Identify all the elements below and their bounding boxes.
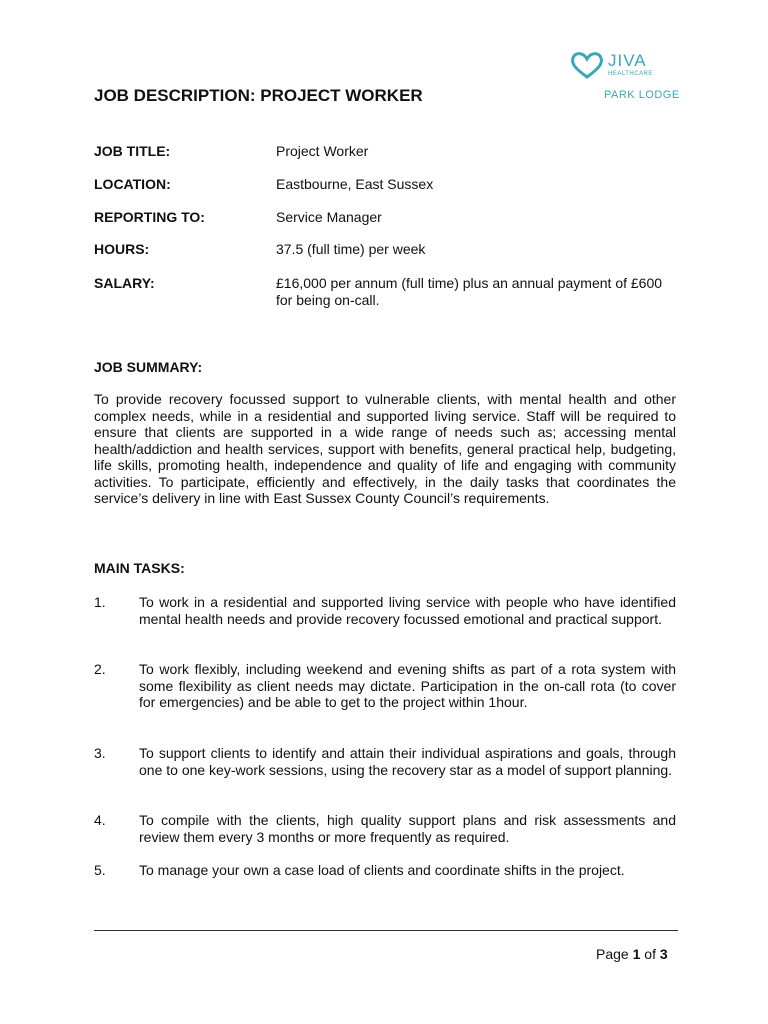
main-tasks-heading: MAIN TASKS:	[94, 560, 185, 576]
total-pages: 3	[659, 946, 668, 962]
task-number: 5.	[94, 862, 106, 878]
page-number	[596, 946, 668, 962]
task-text: To compile with the clients, high quality support plans and risk assessments and review them every 3 months or more frequently as required.	[139, 812, 676, 845]
field-value: Service Manager	[276, 209, 382, 225]
field-value: Eastbourne, East Sussex	[276, 176, 434, 192]
task-text: To manage your own a case load of clients and coordinate shifts in the project.	[139, 862, 625, 878]
task-number: 3.	[94, 745, 106, 761]
field-value: 37.5 (full time) per week	[276, 241, 426, 257]
location-tag: PARK LODGE	[604, 89, 680, 101]
page-word: Page	[596, 946, 629, 962]
field-label: JOB TITLE:	[94, 143, 171, 159]
of-word: of	[644, 946, 656, 962]
task-text: To support clients to identify and attain their individual aspirations and goals, through one to one key-work sessions, using the recovery star as a model of support planning.	[139, 745, 676, 778]
job-summary-heading: JOB SUMMARY:	[94, 359, 203, 375]
logo-brand-text: JIVA	[608, 51, 647, 70]
field-label: SALARY:	[94, 275, 155, 291]
heart-logo-icon	[570, 51, 604, 79]
field-label: LOCATION:	[94, 176, 171, 192]
logo-sub-text: HEALTHCARE	[608, 71, 653, 77]
document-title: JOB DESCRIPTION: PROJECT WORKER	[94, 86, 423, 105]
jiva-logo	[570, 48, 680, 86]
footer-divider	[94, 930, 678, 931]
task-text: To work flexibly, including weekend and evening shifts as part of a rota system with some flexibility as client needs may dictate. Participation in the on-call rota (to cover for emergencies) and be able to get to the project within 1hour.	[139, 661, 676, 710]
current-page: 1	[632, 946, 641, 962]
field-label: HOURS:	[94, 241, 150, 257]
field-label: REPORTING TO:	[94, 209, 205, 225]
task-text: To work in a residential and supported living service with people who have identified mental health needs and provide recovery focussed emotional and practical support.	[139, 594, 676, 627]
job-summary-text: To provide recovery focussed support to vulnerable clients, with mental health and other complex needs, while in a residential and supported living service. Staff will be required to ensure that clients are supported in a wide range of needs such as; accessing mental health/addiction and health services, support with benefits, general practical help, budgeting, life skills, promoting health, independence and quality of life and engaging with community activities. To participate, efficiently and effectively, in the daily tasks that coordinates the service’s delivery in line with East Sussex County Council’s requirements.	[94, 391, 676, 506]
task-number: 2.	[94, 661, 106, 677]
task-number: 1.	[94, 594, 106, 610]
task-number: 4.	[94, 812, 106, 828]
field-value: Project Worker	[276, 143, 369, 159]
field-value: £16,000 per annum (full time) plus an annual payment of £600 for being on-call.	[276, 275, 663, 308]
